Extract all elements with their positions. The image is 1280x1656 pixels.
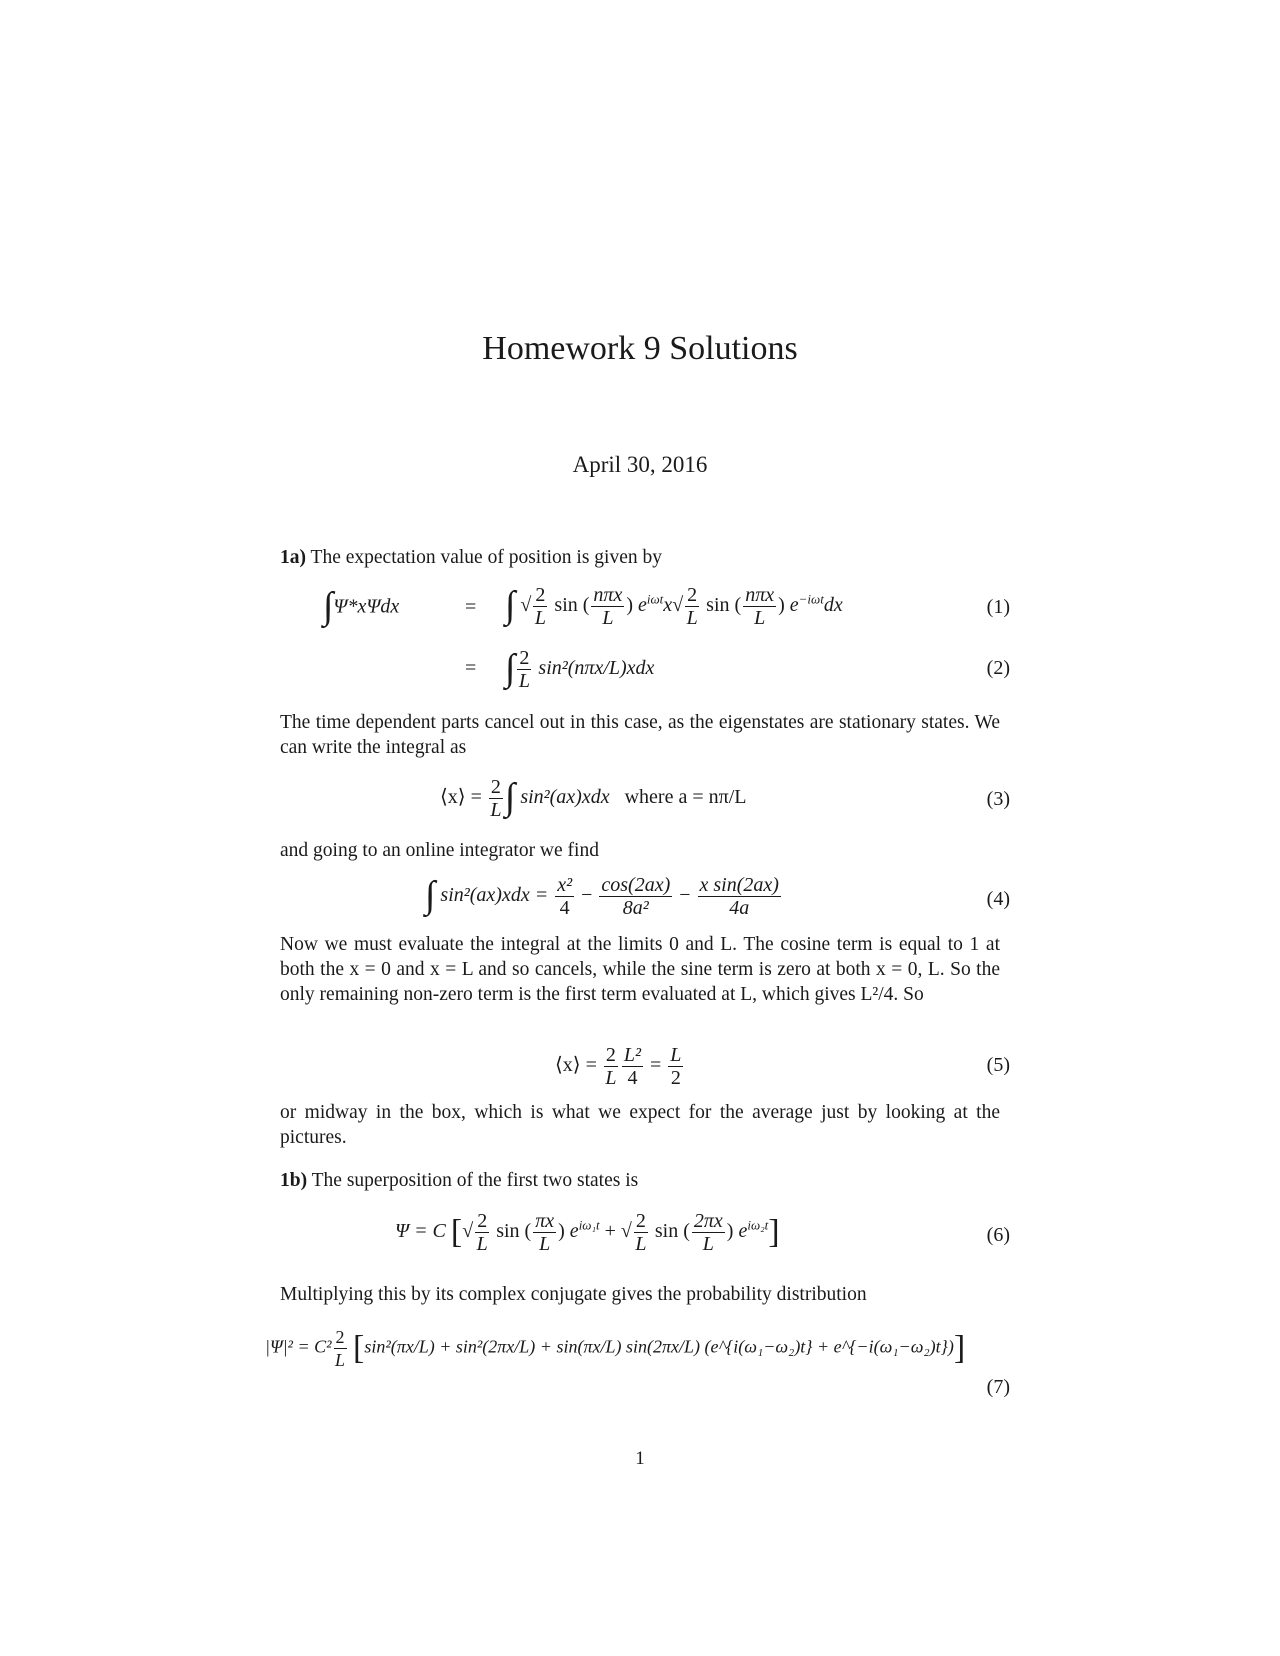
eq6-number: (6) <box>986 1224 1010 1246</box>
paragraph-stationary-states: The time dependent parts cancel out in this case, as the eigenstates are stationary states. We can write the integral as <box>280 712 1000 758</box>
section-1b-intro-text: The superposition of the first two states is <box>311 1170 639 1191</box>
eq5-body: ⟨x⟩ = $\frac{2}{L}$ $\frac{\text{L²}}{4}$ = $\frac{L}{2}$ <box>555 1044 682 1089</box>
eq5-number: (5) <box>986 1054 1010 1076</box>
equation-7 <box>265 1318 1010 1408</box>
paragraph-probability: Multiplying this by its complex conjugate gives the probability distribution <box>280 1284 867 1305</box>
paragraph-evaluate-limits: Now we must evaluate the integral at the limits 0 and L. The cosine term is equal to 1 at both the x = 0 and x = L and so cancels, while the sine term is zero at both x = 0, L. So the only remaining non-zero term is the first term evaluated at L, which gives L²/4. So <box>280 934 1000 1005</box>
section-1b-label: 1b) <box>280 1170 308 1191</box>
eq7-number: (7) <box>986 1376 1010 1398</box>
equation-4 <box>265 870 1010 930</box>
document-title: Homework 9 Solutions <box>482 330 798 367</box>
eq2-rhs: ∫ $\frac{2}{L}$ sin²(nπx/L)xdx <box>505 646 655 692</box>
eq3-body: ⟨x⟩ = $\frac{2}{L}$ ∫ sin²(ax)xdx where a = nπ/L <box>440 775 747 821</box>
eq3-number: (3) <box>986 788 1010 810</box>
equation-2 <box>265 645 1010 700</box>
equation-5 <box>265 1040 1010 1095</box>
equation-6 <box>265 1200 1010 1270</box>
eq1-equals: = <box>465 596 477 618</box>
page-number: 1 <box>635 1448 645 1469</box>
document-date: April 30, 2016 <box>572 452 708 477</box>
eq7-body: |Ψ|² = C² $\frac{2}{L}$ [sin²(πx/L) + sin²(2πx/L) + sin(πx/L) sin(2πx/L) (e^{i(ω₁−ω₂)t} + e^{−i(ω₁−ω₂)t})] <box>265 1327 966 1370</box>
eq1-lhs: ∫Ψ*xΨdx <box>323 585 400 627</box>
paragraph-online-integrator: and going to an online integrator we find <box>280 840 599 861</box>
section-1a-intro-text: The expectation value of position is given by <box>310 547 662 568</box>
eq1-rhs: ∫ √ $\frac{2}{L}$ sin ( $\frac{\text{nπx}}{L}$ ) $e^{i\omega t}x√$ $\frac{2}{L}$ sin ( $\frac{\text{nπx}}{L}$ ) $e^{-i\omega t}dx$ <box>505 583 843 629</box>
eq4-body: ∫ sin²(ax)xdx = $\frac{\text{x²}}{4}$ − $\frac{\cos(2ax)}{\text{8a²}}$ − $\frac{\text{x sin(2ax)}}{4a}$ <box>425 873 779 919</box>
eq4-number: (4) <box>986 888 1010 910</box>
eq2-number: (2) <box>986 657 1010 679</box>
eq2-equals: = <box>465 657 477 679</box>
section-1a-intro <box>280 545 1000 570</box>
eq6-body: Ψ = C [√ $\frac{2}{L}$ sin ( $\frac{\pi x}{L}$ ) $e^{i\omega_1t}$ + √ $\frac{2}{L}$ sin ( $\frac{2\pi x}{L}$ ) $e^{i\omega_2t}$] <box>395 1210 780 1255</box>
paragraph-midway: or midway in the box, which is what we expect for the average just by looking at the pictures. <box>280 1102 1000 1148</box>
equation-1 <box>265 580 1010 640</box>
eq1-number: (1) <box>986 596 1010 618</box>
section-1b-intro <box>280 1168 1000 1193</box>
equation-3 <box>265 770 1010 830</box>
section-1a-label: 1a) <box>280 547 306 568</box>
